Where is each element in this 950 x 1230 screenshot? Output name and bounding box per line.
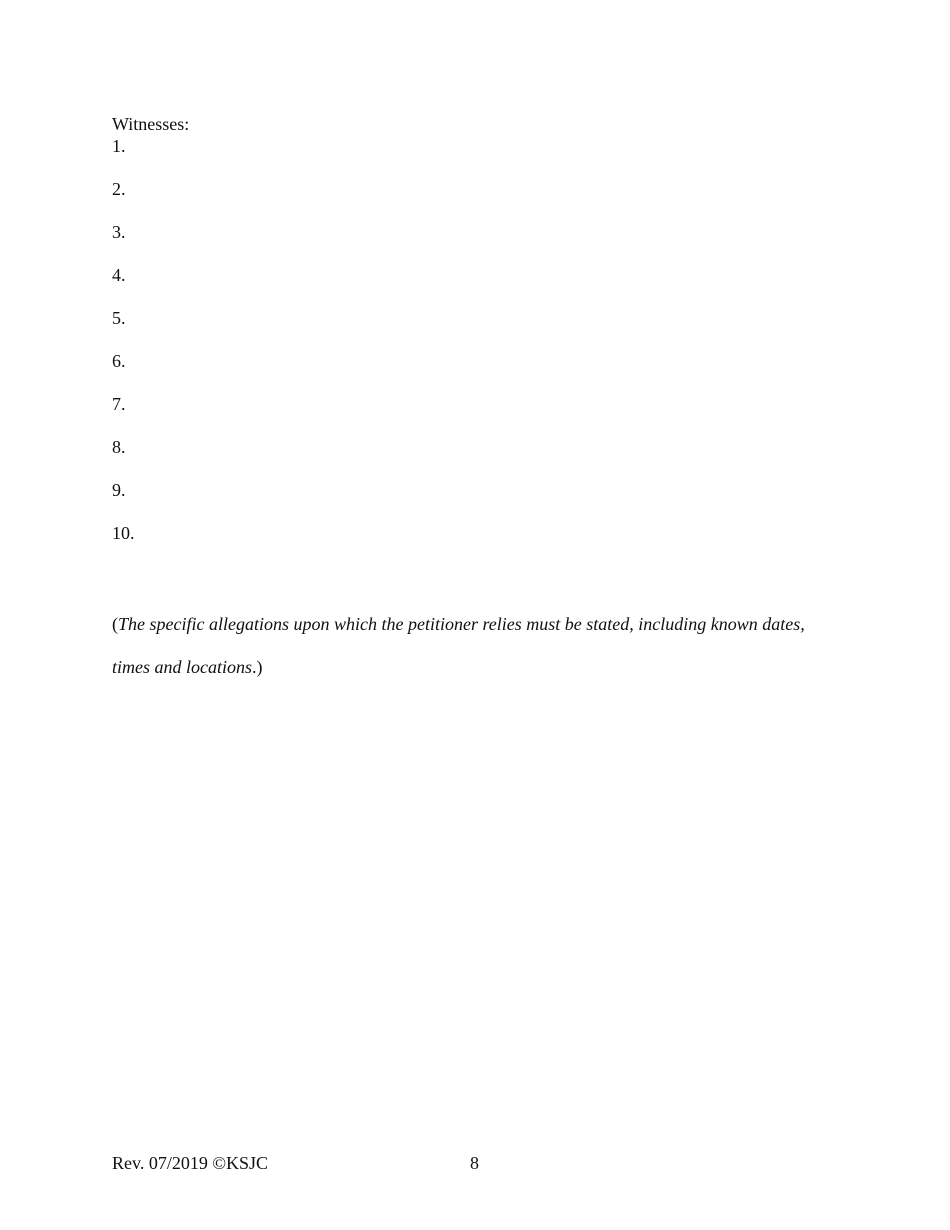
witness-item: 8.: [112, 437, 126, 457]
witness-item: 1.: [112, 136, 126, 156]
witness-item: 6.: [112, 351, 126, 371]
page-footer: [0, 1153, 950, 1175]
witness-item: 3.: [112, 222, 126, 242]
instruction-close-text: .): [252, 657, 263, 677]
witness-item: 10.: [112, 523, 135, 543]
revision-label: Rev. 07/2019 ©KSJC: [112, 1153, 269, 1173]
witness-list: [112, 136, 135, 566]
witness-item: 5.: [112, 308, 126, 328]
witness-item: 2.: [112, 179, 126, 199]
page-number: 8: [470, 1153, 479, 1173]
witness-item: 7.: [112, 394, 126, 414]
instruction-italic-text: The specific allegations upon which the petitioner relies must be stated, including known dates, times and locations: [112, 614, 805, 677]
witnesses-heading: Witnesses:: [112, 114, 190, 134]
witness-item: 4.: [112, 265, 126, 285]
instruction-open-paren: (: [112, 614, 118, 634]
allegations-instruction: [112, 603, 847, 689]
witness-item: 9.: [112, 480, 126, 500]
